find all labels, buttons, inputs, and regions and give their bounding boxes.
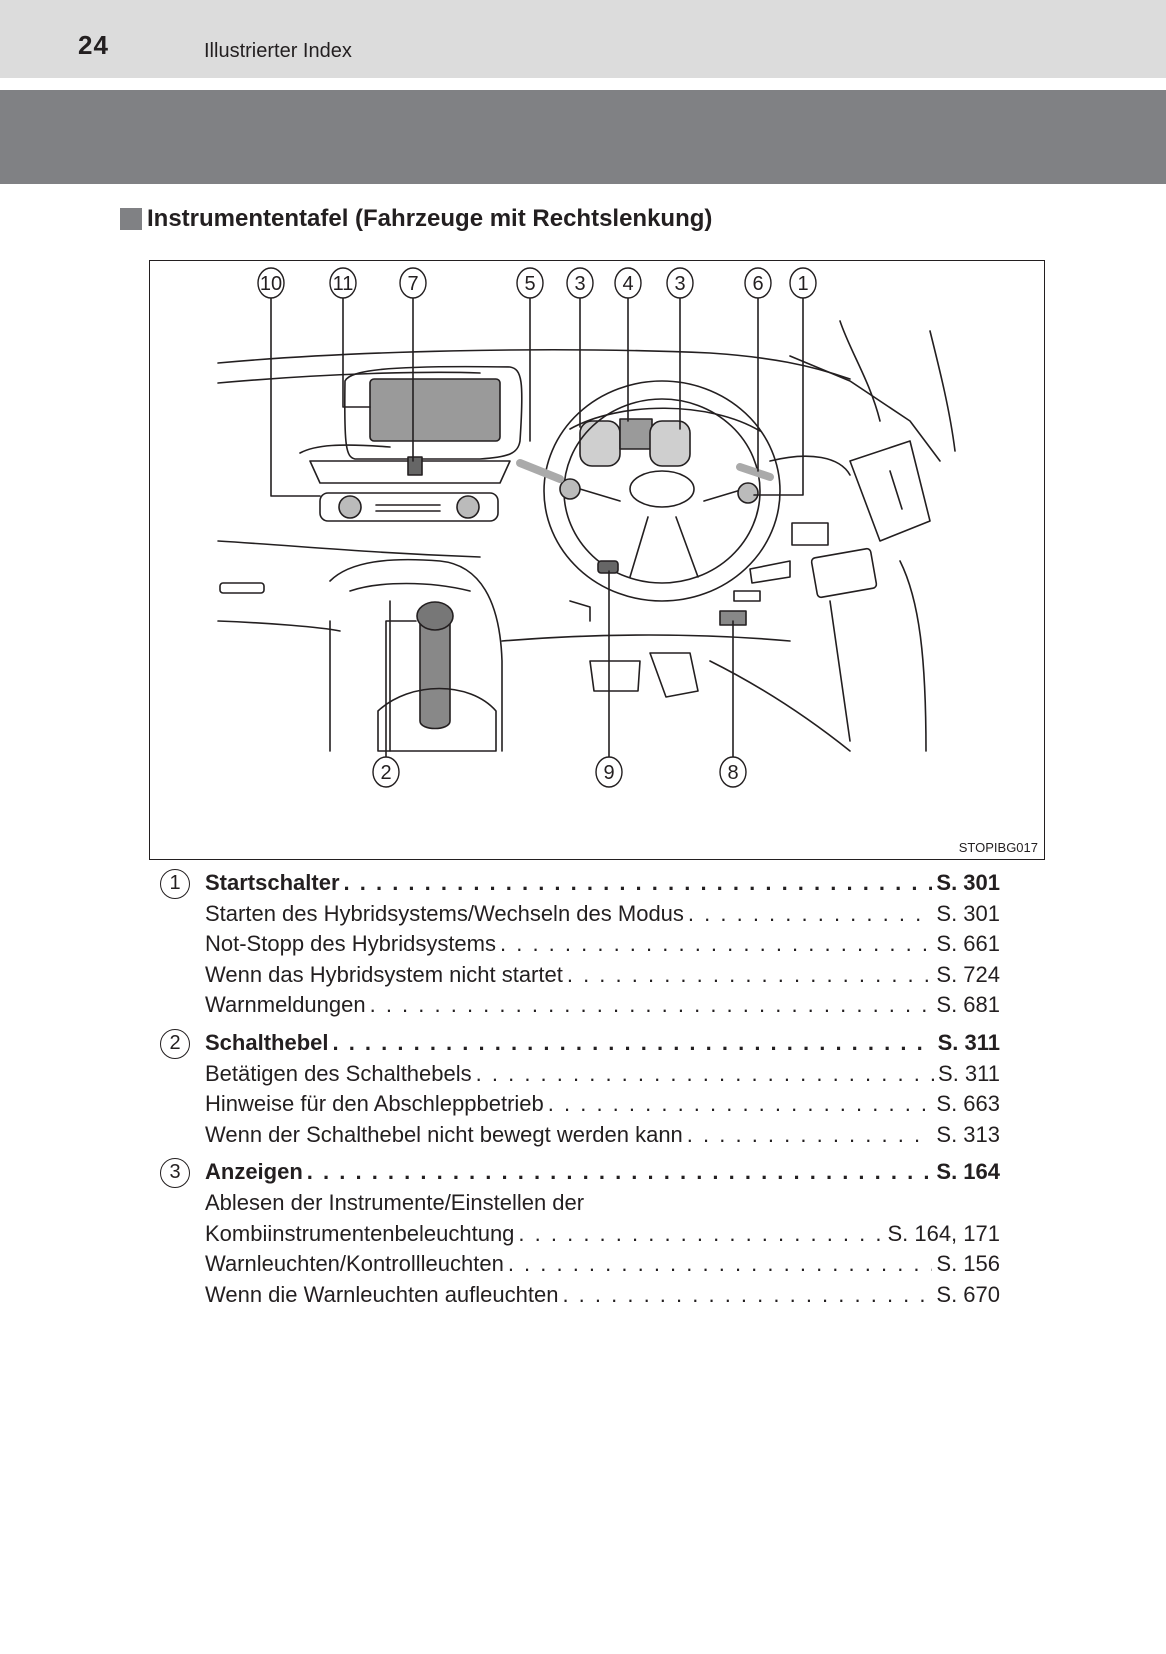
callout-label: 6: [752, 273, 764, 295]
page-ref: S. 681: [936, 992, 1000, 1018]
index-entry: [160, 1028, 1000, 1150]
page-ref: S. 661: [936, 931, 1000, 957]
figure-code: STOPIBG017: [958, 840, 1038, 855]
page-ref: S. 301: [936, 900, 1000, 926]
leader-dots: [370, 990, 933, 1021]
page-ref: S. 164, 171: [887, 1220, 1000, 1246]
page-ref: S. 663: [936, 1091, 1000, 1117]
entry-subitem[interactable]: [205, 960, 1000, 991]
entry-subitem[interactable]: [205, 1089, 1000, 1120]
subitem-text: Hinweise für den Abschleppbetrieb: [205, 1091, 544, 1117]
subitem-text: Betätigen des Schalthebels: [205, 1060, 472, 1086]
entry-number: 3: [160, 1158, 190, 1188]
entry-number: 1: [160, 869, 190, 899]
entry-subitem[interactable]: [205, 1059, 1000, 1090]
section-heading: [120, 205, 712, 233]
leader-dots: [688, 899, 932, 930]
leader-dots: [332, 1028, 933, 1059]
page-ref: S. 311: [938, 1060, 1000, 1086]
section-title: Instrumententafel (Fahrzeuge mit Rechtslenkung): [147, 205, 713, 232]
page-ref: S. 313: [936, 1121, 1000, 1147]
index-entry: [160, 868, 1000, 1021]
entry-title: Anzeigen: [205, 1159, 303, 1185]
section-marker-icon: [120, 208, 142, 230]
entry-subitem[interactable]: [205, 1219, 1000, 1250]
entry-title: Startschalter: [205, 870, 340, 895]
callout-label: 3: [574, 273, 586, 295]
index-entry: [160, 1157, 1000, 1310]
callout-label: 8: [727, 762, 739, 784]
page-ref: S. 301: [936, 870, 1000, 895]
leader-dots: [548, 1089, 933, 1120]
leader-dots: [567, 960, 933, 991]
leader-dots: [307, 1157, 933, 1188]
entry-title-line[interactable]: [205, 1028, 1000, 1059]
page-ref: S. 311: [937, 1029, 1000, 1055]
entry-title: Schalthebel: [205, 1029, 329, 1055]
page-ref: S. 156: [936, 1251, 1000, 1277]
callout-label: 9: [603, 762, 615, 784]
dashboard-drawing: [150, 261, 1046, 861]
subitem-text: Kombiinstrumentenbeleuchtung: [205, 1220, 515, 1246]
page-header: [0, 0, 1166, 78]
callout-label: 5: [524, 273, 536, 295]
leader-dots: [476, 1059, 934, 1090]
callout-label: 2: [380, 762, 392, 784]
entry-title-line[interactable]: [205, 868, 1000, 899]
callout-label: 7: [407, 273, 419, 295]
callout-label: 4: [622, 273, 634, 295]
page-ref: S. 164: [936, 1159, 1000, 1185]
entry-subitem: [205, 1188, 1000, 1219]
subitem-text: Warnmeldungen: [205, 992, 366, 1018]
leader-dots: [500, 929, 932, 960]
subitem-text: Ablesen der Instrumente/Einstellen der: [205, 1189, 585, 1215]
entry-subitem[interactable]: [205, 899, 1000, 930]
leader-dots: [687, 1120, 933, 1151]
index-entries: [160, 868, 1000, 1317]
entry-subitem[interactable]: [205, 1120, 1000, 1151]
subitem-text: Starten des Hybridsystems/Wechseln des Modus: [205, 900, 684, 926]
entry-title-line[interactable]: [205, 1157, 1000, 1188]
callout-label: 1: [797, 273, 809, 295]
leader-dots: [508, 1249, 933, 1280]
leader-dots: [518, 1219, 883, 1250]
subitem-text: Wenn die Warnleuchten aufleuchten: [205, 1281, 559, 1307]
subitem-text: Warnleuchten/Kontrollleuchten: [205, 1251, 504, 1277]
subitem-text: Not-Stopp des Hybridsystems: [205, 931, 496, 957]
page-ref: S. 670: [936, 1281, 1000, 1307]
callout-label: 11: [332, 273, 354, 295]
entry-subitem[interactable]: [205, 990, 1000, 1021]
dashboard-illustration: [149, 260, 1045, 860]
callout-label: 3: [674, 273, 686, 295]
running-title: Illustrierter Index: [204, 40, 352, 62]
subitem-text: Wenn das Hybridsystem nicht startet: [205, 961, 563, 987]
entry-subitem[interactable]: [205, 1280, 1000, 1311]
entry-subitem[interactable]: [205, 1249, 1000, 1280]
entry-number: 2: [160, 1029, 190, 1059]
callout-label: 10: [259, 273, 283, 295]
leader-dots: [344, 868, 933, 899]
leader-dots: [562, 1280, 932, 1311]
page-number: 24: [78, 30, 109, 60]
subitem-text: Wenn der Schalthebel nicht bewegt werden kann: [205, 1121, 683, 1147]
entry-subitem[interactable]: [205, 929, 1000, 960]
page-ref: S. 724: [936, 961, 1000, 987]
section-band: [0, 90, 1166, 184]
